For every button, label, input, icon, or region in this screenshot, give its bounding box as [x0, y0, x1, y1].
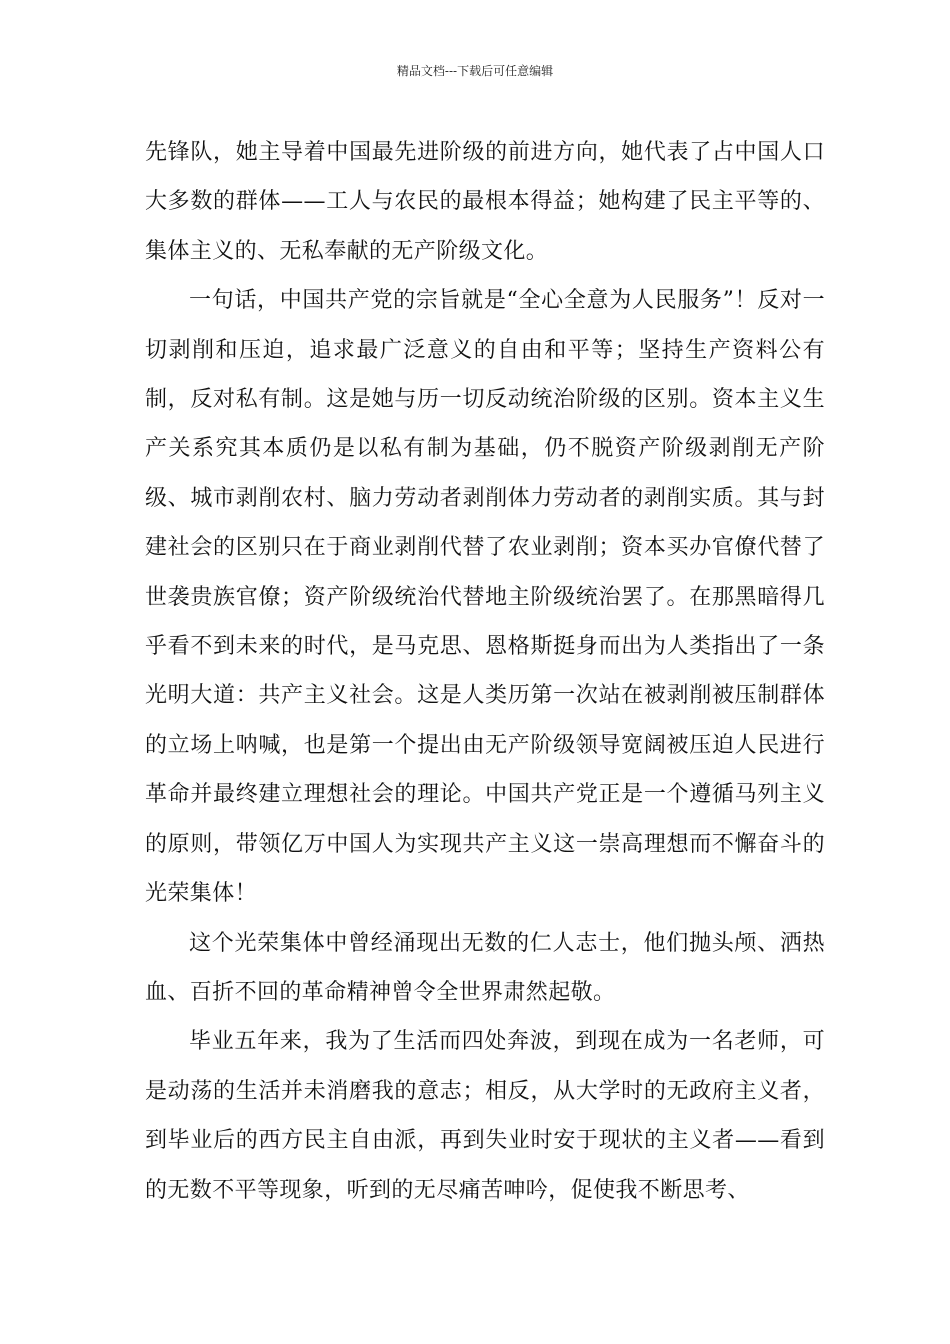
page-header: 精品文档---下载后可任意编辑: [396, 64, 554, 78]
paragraph: 这个光荣集体中曾经涌现出无数的仁人志士，他们抛头颅、洒热血、百折不回的革命精神曾令全世界肃然起敬。: [145, 930, 825, 1005]
paragraph: 一句话，中国共产党的宗旨就是“全心全意为人民服务”！反对一切剥削和压迫，追求最广泛意义的自由和平等；坚持生产资料公有制，反对私有制。这是她与历一切反动统治阶级的区别。资本主义生产关系究其本质仍是以私有制为基础，仍不脱资产阶级剥削无产阶级、城市剥削农村、脑力劳动者剥削体力劳动者的剥削实质。其与封建社会的区别只在于商业剥削代替了农业剥削；资本买办官僚代替了世袭贵族官僚；资产阶级统治代替地主阶级统治罢了。在那黑暗得几乎看不到未来的时代，是马克思、恩格斯挺身而出为人类指出了一条光明大道：共产主义社会。这是人类历第一次站在被剥削被压制群体的立场上呐喊，也是第一个提出由无产阶级领导宽阔被压迫人民进行革命并最终建立理想社会的理论。中国共产党正是一个遵循马列主义的原则，带领亿万中国人为实现共产主义这一崇高理想而不懈奋斗的光荣集体！: [145, 288, 825, 907]
paragraph-continuation: 先锋队，她主导着中国最先进阶级的前进方向，她代表了占中国人口大多数的群体——工人与农民的最根本得益；她构建了民主平等的、集体主义的、无私奉献的无产阶级文化。: [145, 140, 825, 264]
document-body: [145, 128, 825, 1215]
paragraph: 毕业五年来，我为了生活而四处奔波，到现在成为一名老师，可是动荡的生活并未消磨我的意志；相反，从大学时的无政府主义者，到毕业后的西方民主自由派，再到失业时安于现状的主义者——看到的无数不平等现象，听到的无尽痛苦呻吟，促使我不断思考、: [145, 1029, 825, 1203]
